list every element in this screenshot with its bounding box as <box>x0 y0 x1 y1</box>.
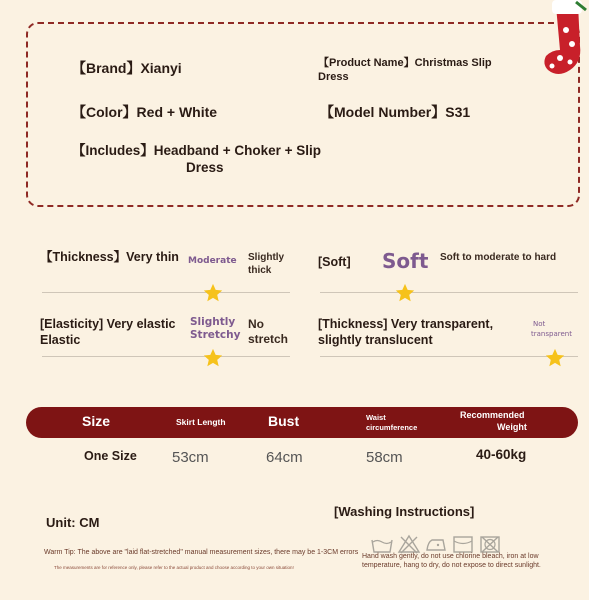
no-tumble-dry-icon <box>478 534 502 554</box>
color-spec: 【Color】Red + White <box>72 104 218 120</box>
transparency-star-icon <box>544 347 566 369</box>
thickness-star-icon <box>202 282 224 304</box>
low-iron-icon <box>424 534 448 554</box>
reference-note: The measurements are for reference only, please refer to the actual product and choose according to your own situation! <box>54 565 294 570</box>
product-name-spec: 【Product Name】Christmas Slip Dress <box>318 57 492 83</box>
elasticity-slider-track <box>42 356 290 357</box>
weight-header-line1: Recommended <box>460 410 525 420</box>
waist-header-line1: Waist <box>366 413 386 422</box>
size-value: One Size <box>84 449 137 463</box>
washing-title: [Washing Instructions] <box>334 504 475 519</box>
unit-label: Unit: CM <box>46 515 100 530</box>
elasticity-tag-line2: Stretchy <box>190 329 241 341</box>
elasticity-star-icon <box>202 347 224 369</box>
thickness-label: 【Thickness】Very thin <box>40 250 179 264</box>
bust-value: 64cm <box>266 449 303 466</box>
warm-tip: Warm Tip: The above are "laid flat-stretched" manual measurement sizes, there may be 1-3CM errors <box>44 549 359 556</box>
model-number-spec: 【Model Number】S31 <box>320 104 471 120</box>
includes-spec-line2: Dress <box>186 160 224 175</box>
brand-spec: 【Brand】Xianyi <box>72 60 182 76</box>
soft-desc: Soft to moderate to hard <box>440 252 557 263</box>
bust-header: Bust <box>268 413 300 429</box>
skirt-length-value: 53cm <box>172 449 209 466</box>
hang-dry-icon <box>451 534 475 554</box>
transparency-label: [Thickness] Very transparent, slightly translucent <box>318 317 494 347</box>
waist-header-line2: circumference <box>366 423 418 432</box>
elasticity-desc: No stretch <box>248 317 289 346</box>
includes-spec-line1: 【Includes】Headband + Choker + Slip <box>72 143 322 158</box>
size-header: Size <box>82 413 111 429</box>
thickness-desc: Slightly thick <box>248 252 285 276</box>
skirt-length-header: Skirt Length <box>176 417 226 427</box>
thickness-slider-track <box>42 292 290 293</box>
christmas-stocking-icon <box>536 0 589 80</box>
transparency-tag-line1: Not <box>533 320 546 328</box>
waist-value: 58cm <box>366 449 403 466</box>
soft-label: [Soft] <box>318 255 351 269</box>
weight-value: 40-60kg <box>476 447 527 462</box>
elasticity-label: [Elasticity] Very elastic Elastic <box>40 317 176 347</box>
transparency-slider-track <box>320 356 578 357</box>
transparency-tag-line2: transparent <box>531 330 572 338</box>
soft-tag: Soft <box>382 249 429 273</box>
soft-star-icon <box>394 282 416 304</box>
washing-text: Hand wash gently, do not use chlorine bleach, iron at low temperature, hang to dry, do not expose to direct sunlight. <box>362 553 541 569</box>
thickness-tag: Moderate <box>188 256 237 266</box>
soft-slider-track <box>320 292 578 293</box>
weight-header-line2: Weight <box>497 422 527 432</box>
elasticity-tag-line1: Slightly <box>190 316 236 328</box>
